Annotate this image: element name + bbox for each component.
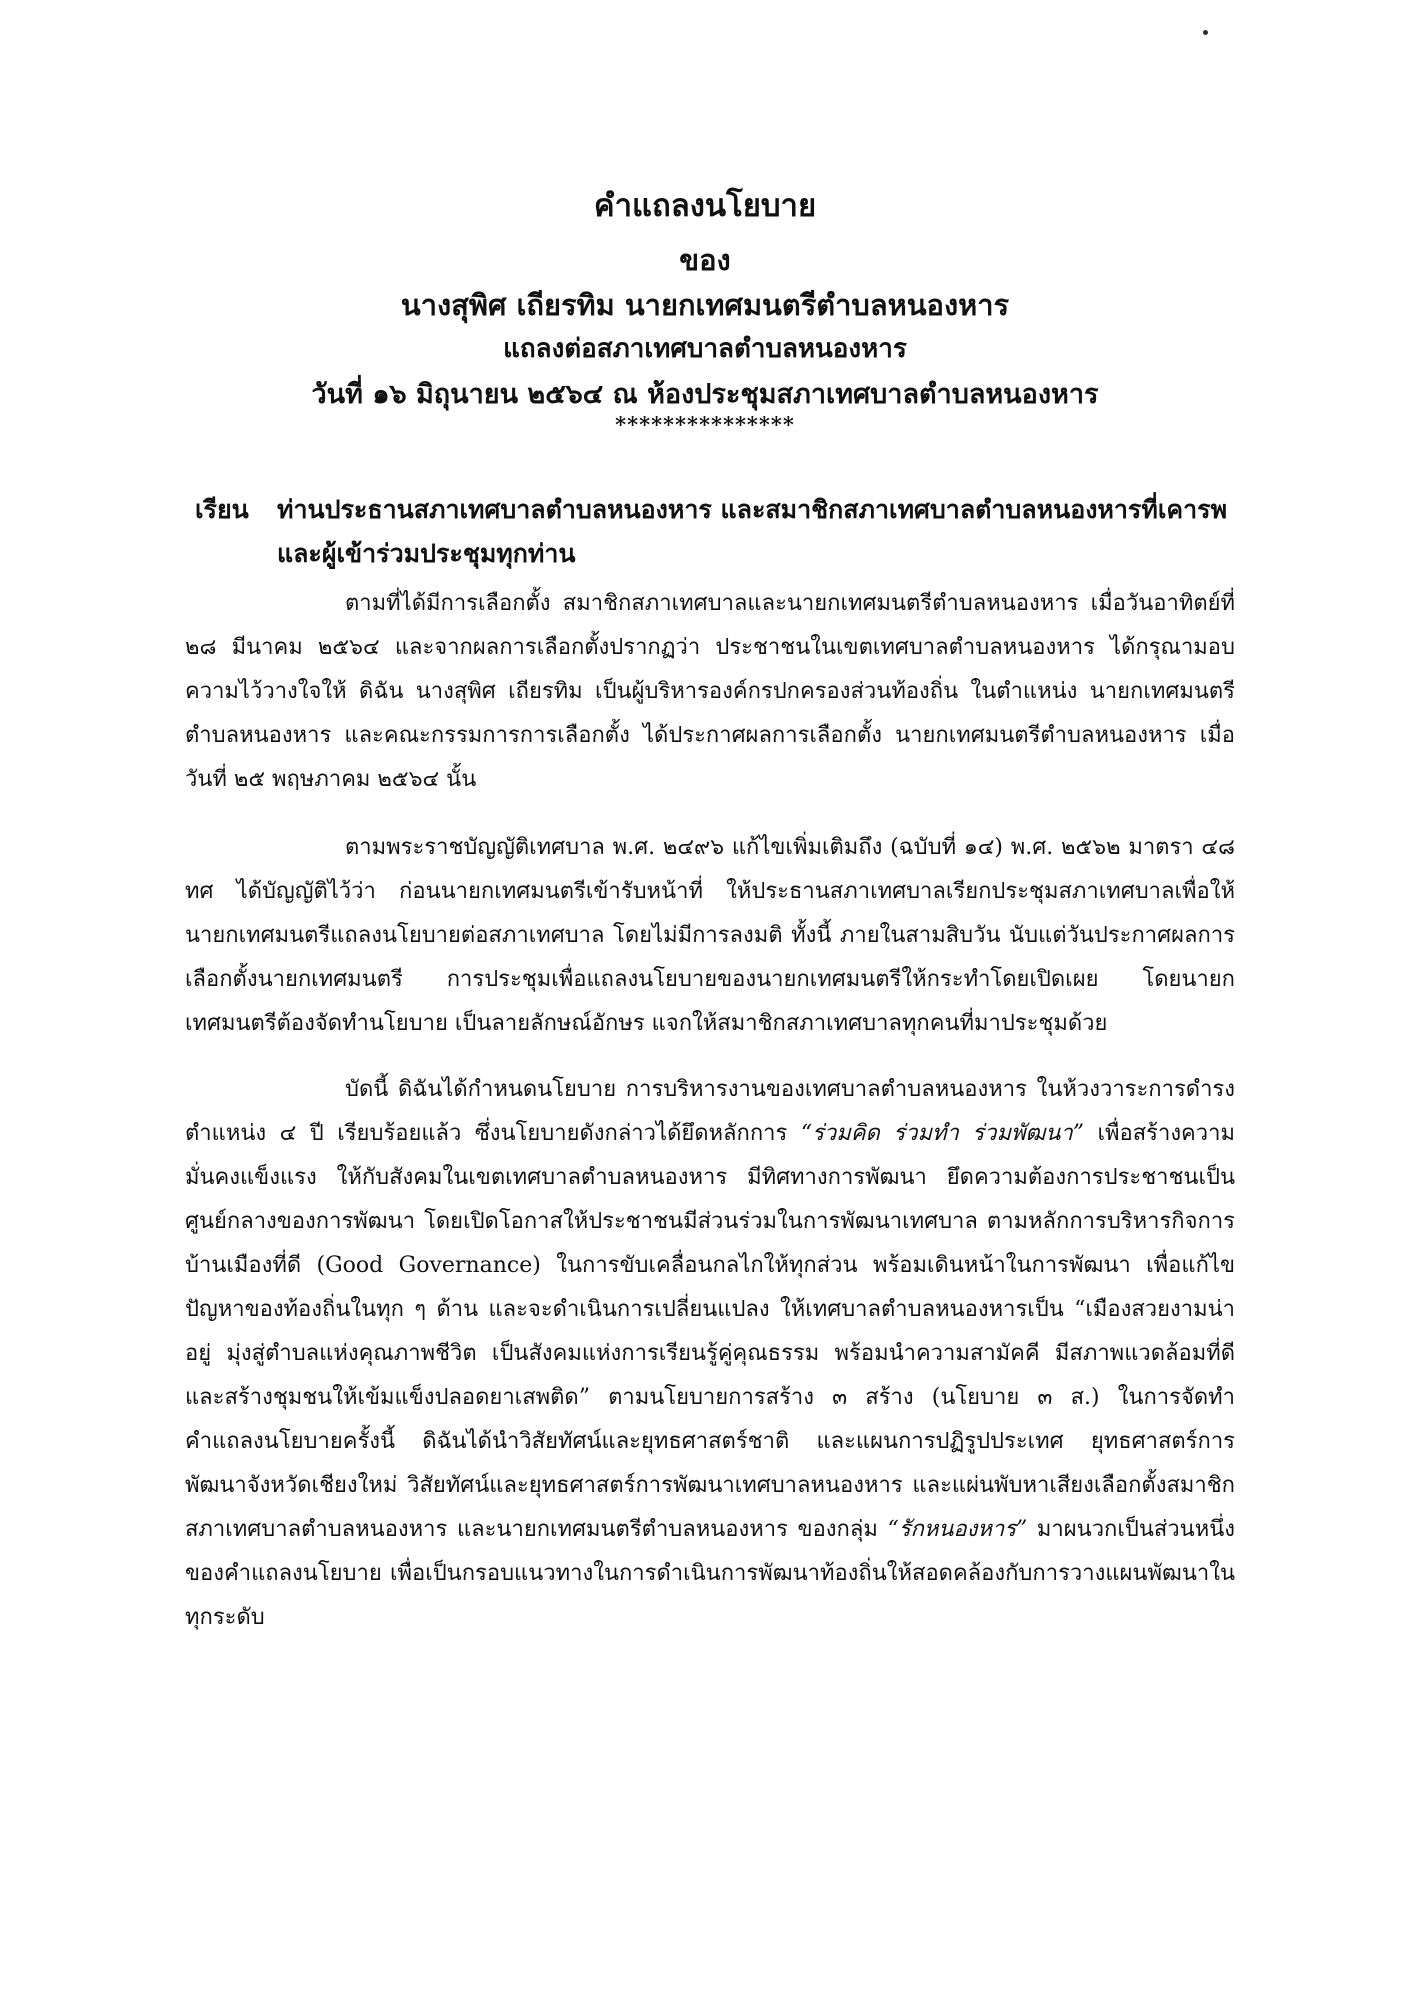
heading-addressed-to: แถลงต่อสภาเทศบาลตำบลหนองหาร bbox=[503, 334, 907, 364]
policy-text-c: มาผนวกเป็นส่วนหนึ่งของคำแถลงนโยบาย เพื่อเป็นกรอบแนวทางในการดำเนินการพัฒนาท้องถิ่นให้สอดคล้องกับการวางแผนพัฒนาในทุกระดับ bbox=[185, 1517, 1235, 1630]
heading-date-place: วันที่ ๑๖ มิถุนายน ๒๕๖๔ ณ ห้องประชุมสภาเทศบาลตำบลหนองหาร bbox=[311, 379, 1099, 410]
heading-mayor-name: นางสุพิศ เถียรทิม นายกเทศมนตรีตำบลหนองหาร bbox=[400, 288, 1010, 322]
salutation-line-1: ท่านประธานสภาเทศบาลตำบลหนองหาร และสมาชิกสภาเทศบาลตำบลหนองหารที่เคารพ bbox=[277, 495, 1228, 524]
heading-separator: *************** bbox=[615, 412, 795, 437]
salutation-line-2: และผู้เข้าร่วมประชุมทุกท่าน bbox=[277, 539, 576, 568]
paragraph-election: ตามที่ได้มีการเลือกตั้ง สมาชิกสภาเทศบาลและนายกเทศมนตรีตำบลหนองหาร เมื่อวันอาทิตย์ที่ ๒๘ มีนาคม ๒๕๖๔ และจากผลการเลือกตั้งปรากฏว่า ประชาชนในเขตเทศบาลตำบลหนองหาร ได้กรุณามอบความไว้วางใจให้ ดิฉัน นางสุพิศ เถียรทิม เป็นผู้บริหารองค์กรปกครองส่วนท้องถิ่น ในตำแหน่ง นายกเทศมนตรีตำบลหนองหาร และคณะกรรมการการเลือกตั้ง ได้ประกาศผลการเลือกตั้ง นายกเทศมนตรีตำบลหนองหาร เมื่อวันที่ ๒๕ พฤษภาคม ๒๕๖๔ นั้น bbox=[185, 591, 1235, 792]
paragraph-municipal-act: ตามพระราชบัญญัติเทศบาล พ.ศ. ๒๔๙๖ แก้ไขเพิ่มเติมถึง (ฉบับที่ ๑๔) พ.ศ. ๒๕๖๒ มาตรา ๔๘ ทศ ได้บัญญัติไว้ว่า ก่อนนายกเทศมนตรีเข้ารับหน้าที่ ให้ประธานสภาเทศบาลเรียกประชุมสภาเทศบาลเพื่อให้นายกเทศมนตรีแถลงนโยบายต่อสภาเทศบาล โดยไม่มีการลงมติ ทั้งนี้ ภายในสามสิบวัน นับแต่วันประกาศผลการเลือกตั้งนายกเทศมนตรี การประชุมเพื่อแถลงนโยบายของนายกเทศมนตรีให้กระทำโดยเปิดเผย โดยนายกเทศมนตรีต้องจัดทำนโยบาย เป็นลายลักษณ์อักษร แจกให้สมาชิกสภาเทศบาลทุกคนที่มาประชุมด้วย bbox=[185, 835, 1235, 1036]
document-title: คำแถลงนโยบาย bbox=[593, 188, 817, 224]
heading-of: ของ bbox=[679, 243, 731, 277]
ink-speck bbox=[1203, 30, 1208, 35]
policy-text-a: บัดนี้ ดิฉันได้กำหนดนโยบาย การบริหารงานของเทศบาลตำบลหนองหาร ในห้วงวาระการดำรงตำแหน่ง ๔ ปี เรียบร้อยแล้ว ซึ่งนโยบายดังกล่าวได้ยึดหลักการ bbox=[185, 1077, 1235, 1146]
policy-motto: “ร่วมคิด ร่วมทำ ร่วมพัฒนา” bbox=[800, 1121, 1084, 1146]
salutation-label: เรียน bbox=[195, 495, 249, 524]
policy-text-b: เพื่อสร้างความมั่นคงแข็งแรง ให้กับสังคมในเขตเทศบาลตำบลหนองหาร มีทิศทางการพัฒนา ยึดความต้องการประชาชนเป็นศูนย์กลางของการพัฒนา โดยเปิดโอกาสให้ประชาชนมีส่วนร่วมในการพัฒนาเทศบาล ตามหลักการบริหารกิจการบ้านเมืองที่ดี (Good Governance) ในการขับเคลื่อนกลไกให้ทุกส่วน พร้อมเดินหน้าในการพัฒนา เพื่อแก้ไขปัญหาของท้องถิ่นในทุก ๆ ด้าน และจะดำเนินการเปลี่ยนแปลง ให้เทศบาลตำบลหนองหารเป็น “เมืองสวยงามน่าอยู่ มุ่งสู่ตำบลแห่งคุณภาพชีวิต เป็นสังคมแห่งการเรียนรู้คู่คุณธรรม พร้อมนำความสามัคคี มีสภาพแวดล้อมที่ดีและสร้างชุมชนให้เข้มแข็งปลอดยาเสพติด” ตามนโยบายการสร้าง ๓ สร้าง (นโยบาย ๓ ส.) ในการจัดทำคำแถลงนโยบายครั้งนี้ ดิฉันได้นำวิสัยทัศน์และยุทธศาสตร์ชาติ และแผนการปฏิรูปประเทศ ยุทธศาสตร์การพัฒนาจังหวัดเชียงใหม่ วิสัยทัศน์และยุทธศาสตร์การพัฒนาเทศบาลหนองหาร และแผ่นพับหาเสียงเลือกตั้งสมาชิกสภาเทศบาลตำบลหนองหาร และนายกเทศมนตรีตำบลหนองหาร ของกลุ่ม bbox=[185, 1121, 1235, 1542]
paragraph-policy bbox=[185, 1068, 1235, 1640]
policy-group-name: “รักหนองหาร” bbox=[887, 1517, 1028, 1542]
salutation bbox=[195, 488, 1235, 576]
